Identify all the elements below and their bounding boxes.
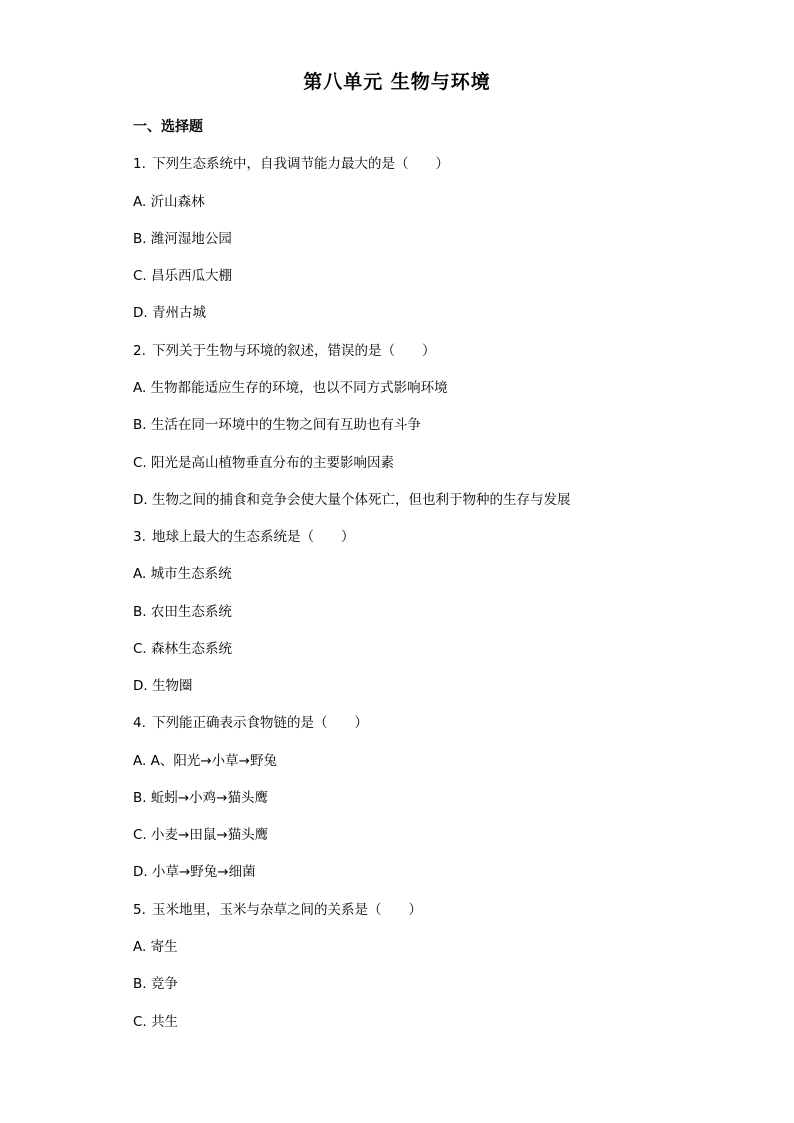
option-1-d: D. 青州古城 [133, 305, 206, 321]
option-2-d: D. 生物之间的捕食和竞争会使大量个体死亡，但也利于物种的生存与发展 [133, 492, 571, 508]
question-stem: 地球上最大的生态系统是（ ） [152, 529, 355, 545]
section-heading: 一、选择题 [133, 119, 203, 135]
option-1-b: B. 潍河湿地公园 [133, 231, 232, 247]
question-stem: 下列生态系统中，自我调节能力最大的是（ ） [152, 156, 449, 172]
question-number: 4. [133, 715, 146, 731]
question-stem: 下列关于生物与环境的叙述，错误的是（ ） [152, 343, 436, 359]
question-stem: 玉米地里，玉米与杂草之间的关系是（ ） [152, 902, 422, 918]
question-3 [133, 528, 355, 546]
question-number: 5. [133, 902, 146, 918]
question-2 [133, 342, 436, 360]
page-title: 第八单元 生物与环境 [303, 71, 491, 93]
question-5 [133, 901, 422, 919]
option-5-b: B. 竞争 [133, 976, 178, 992]
option-4-a: A. A、阳光→小草→野兔 [133, 753, 277, 769]
question-stem: 下列能正确表示食物链的是（ ） [152, 715, 368, 731]
question-number: 3. [133, 529, 146, 545]
option-4-d: D. 小草→野兔→细菌 [133, 864, 256, 880]
question-1 [133, 155, 449, 173]
option-5-c: C. 共生 [133, 1014, 179, 1030]
option-1-a: A. 沂山森林 [133, 194, 205, 210]
option-4-c: C. 小麦→田鼠→猫头鹰 [133, 827, 269, 843]
question-number: 2. [133, 343, 146, 359]
option-1-c: C. 昌乐西瓜大棚 [133, 268, 233, 284]
option-3-a: A. 城市生态系统 [133, 566, 232, 582]
option-2-b: B. 生活在同一环境中的生物之间有互助也有斗争 [133, 417, 421, 433]
option-2-c: C. 阳光是高山植物垂直分布的主要影响因素 [133, 455, 395, 471]
question-4 [133, 714, 368, 732]
option-3-d: D. 生物圈 [133, 678, 193, 694]
option-3-b: B. 农田生态系统 [133, 604, 232, 620]
question-number: 1. [133, 156, 146, 172]
option-3-c: C. 森林生态系统 [133, 641, 233, 657]
option-5-a: A. 寄生 [133, 939, 178, 955]
option-4-b: B. 蚯蚓→小鸡→猫头鹰 [133, 790, 268, 806]
option-2-a: A. 生物都能适应生存的环境，也以不同方式影响环境 [133, 380, 448, 396]
